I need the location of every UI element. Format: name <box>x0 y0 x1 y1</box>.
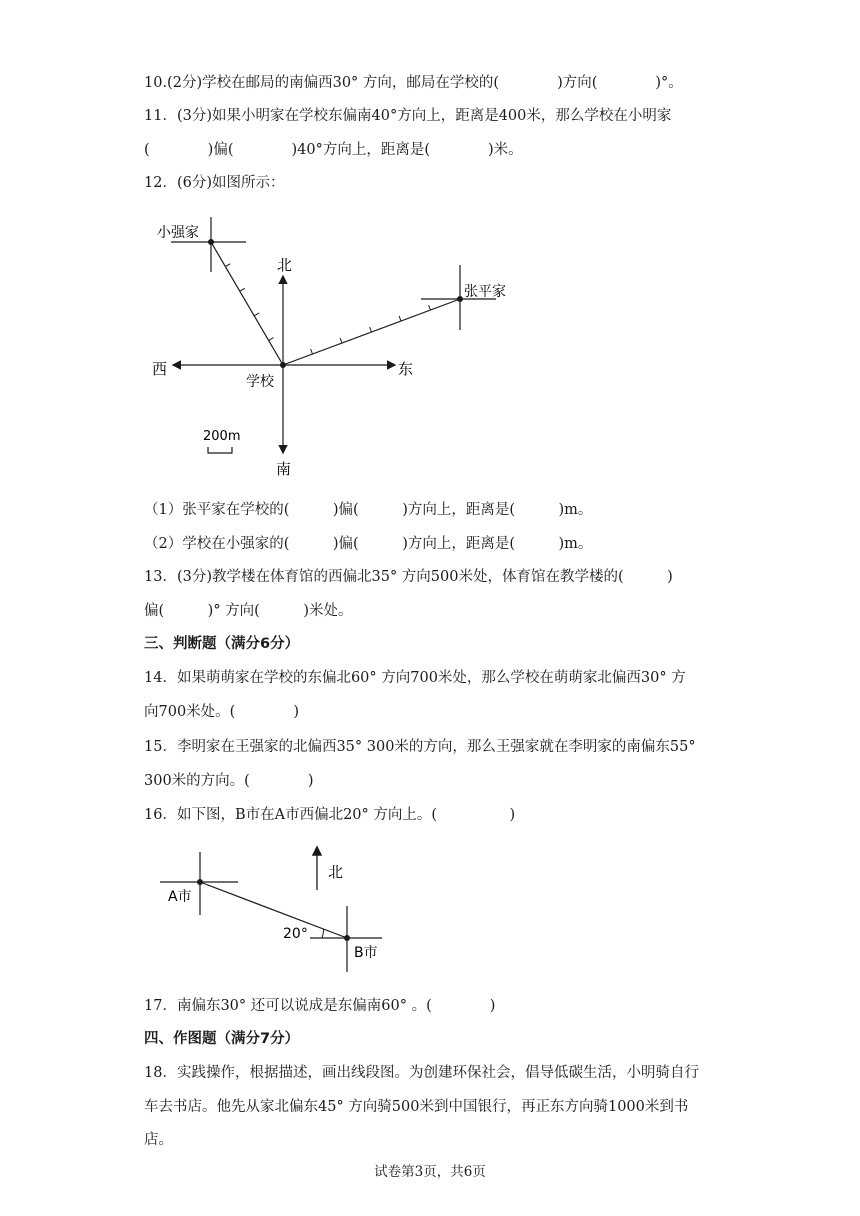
question-12-part1: （1）张平家在学校的( )偏( )方向上，距离是( )m。 <box>144 502 593 518</box>
question-13-line1: 13．(3分)教学楼在体育馆的西偏北35° 方向500米处，体育馆在教学楼的( ) <box>144 569 673 585</box>
a-city-label: A市 <box>168 889 192 905</box>
xiaoqiang-ticks <box>225 264 273 341</box>
question-12-part2: （2）学校在小强家的( )偏( )方向上，距离是( )m。 <box>144 536 593 552</box>
question-16: 16．如下图，B市在A市西偏北20° 方向上。( ) <box>144 807 516 823</box>
figure-school-map <box>144 210 564 480</box>
section-3-heading: 三、判断题（满分6分） <box>144 636 300 652</box>
page-footer: 试卷第3页，共6页 <box>374 1164 486 1180</box>
west-label: 西 <box>152 360 168 378</box>
question-17: 17．南偏东30° 还可以说成是东偏南60° 。( ) <box>144 998 496 1014</box>
angle-label: 20° <box>283 926 308 942</box>
zhangping-label: 张平家 <box>464 284 506 300</box>
question-15-line1: 15．李明家在王强家的北偏西35° 300米的方向，那么王强家就在李明家的南偏东55° <box>144 739 696 755</box>
section-4-heading: 四、作图题（满分7分） <box>144 1031 300 1047</box>
question-18-line2: 车去书店。他先从家北偏东45° 方向骑500米到中国银行，再正东方向骑1000米到书 <box>144 1099 689 1115</box>
b-city-point <box>344 935 350 941</box>
xiaoqiang-label: 小强家 <box>157 225 199 241</box>
angle-arc <box>322 929 324 938</box>
question-10: 10.(2分)学校在邮局的南偏西30° 方向，邮局在学校的( )方向( )°。 <box>144 75 683 91</box>
xiaoqiang-point <box>208 239 214 245</box>
a-city-point <box>197 879 203 885</box>
zhangping-ticks <box>311 305 431 354</box>
a-to-b-line <box>200 882 347 938</box>
question-14-line2: 向700米处。( ) <box>144 704 299 720</box>
figure-a-b-city <box>150 840 410 980</box>
question-18-line1: 18．实践操作，根据描述，画出线段图。为创建环保社会，倡导低碳生活，小明骑自行 <box>144 1065 699 1081</box>
question-14-line1: 14．如果萌萌家在学校的东偏北60° 方向700米处，那么学校在萌萌家北偏西30° 方 <box>144 670 686 686</box>
zhangping-point <box>457 296 463 302</box>
question-11-line1: 11．(3分)如果小明家在学校东偏南40°方向上，距离是400米，那么学校在小明家 <box>144 108 672 124</box>
school-label: 学校 <box>246 374 274 390</box>
east-label: 东 <box>398 360 414 378</box>
school-to-xiaoqiang-line <box>211 242 283 365</box>
scale-bar <box>208 447 232 453</box>
question-18-line3: 店。 <box>144 1132 173 1148</box>
question-12: 12．(6分)如图所示： <box>144 175 285 191</box>
school-point <box>280 362 286 368</box>
south-label: 南 <box>276 460 292 478</box>
question-13-line2: 偏( )° 方向( )米处。 <box>144 603 353 619</box>
north-label-2: 北 <box>328 863 344 881</box>
scale-label: 200m <box>203 429 241 444</box>
question-11-line2: ( )偏( )40°方向上，距离是( )米。 <box>144 142 523 158</box>
question-15-line2: 300米的方向。( ) <box>144 773 314 789</box>
b-city-label: B市 <box>354 945 378 961</box>
north-label: 北 <box>277 256 293 274</box>
